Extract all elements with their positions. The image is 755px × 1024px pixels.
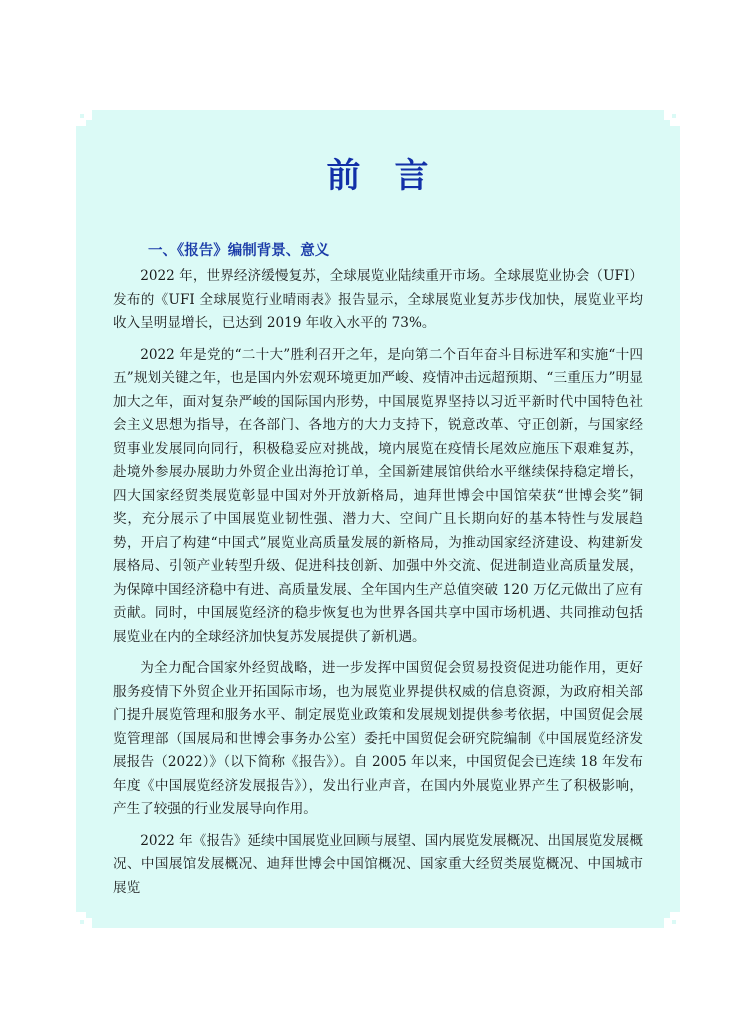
paragraph: 为全力配合国家外经贸战略，进一步发挥中国贸促会贸易投资促进功能作用，更好服务疫情下外贸企业开拓国际市场，也为展览业界提供权威的信息资源，为政府相关部门提升展览管理和服务水平、制定展览业政策和发展规划提供参考依据，中国贸促会展览管理部（国展局和世博会事务办公室）委托中国贸促会研究院编制《中国展览经济发展报告（2022）》（以下简称《报告》）。自 2005 年以来，中国贸促会已连续 18 年发布年度《中国展览经济发展报告》），发出行业声音，在国内外展览业界产生了积极影响，产生了较强的行业发展导向作用。 — [113, 660, 643, 817]
paragraph: 2022 年《报告》延续中国展览业回顾与展望、国内展览发展概况、出国展览发展概况、中国展馆发展概况、迪拜世博会中国馆概况、国家重大经贸类展览概况、中国城市展览 — [113, 832, 643, 896]
corner-decoration — [76, 110, 92, 126]
section-heading: 一、《报告》编制背景、意义 — [148, 243, 330, 259]
paragraph: 2022 年，世界经济缓慢复苏，全球展览业陆续重开市场。全球展览业协会（UFI）发布的《UFI 全球展览行业晴雨表》报告显示，全球展览业复苏步伐加快，展览业平均收入呈明显增长，已达到 2019 年收入水平的 73%。 — [113, 268, 643, 331]
corner-decoration — [664, 912, 680, 928]
corner-decoration — [664, 110, 680, 126]
page-title: 前言 — [326, 156, 463, 196]
corner-decoration — [76, 912, 92, 928]
paragraph: 2022 年是党的“二十大”胜利召开之年，是向第二个百年奋斗目标进军和实施“十四五”规划关键之年，也是国内外宏观环境更加严峻、疫情冲击远超预期、“三重压力”明显加大之年，面对复杂严峻的国际国内形势，中国展览界坚持以习近平新时代中国特色社会主义思想为指导，在各部门、各地方的大力支持下，锐意改革、守正创新，与国家经贸事业发展同向同行，积极稳妥应对挑战，境内展览在疫情长尾效应施压下艰难复苏，赴境外参展办展助力外贸企业出海抢订单，全国新建展馆供给水平继续保持稳定增长，四大国家经贸类展览彰显中国对外开放新格局，迪拜世博会中国馆荣获“世博会奖”铜奖，充分展示了中国展览业韧性强、潜力大、空间广且长期向好的基本特性与发展趋势，开启了构建“中国式”展览业高质量发展的新格局，为推动国家经济建设、构建新发展格局、引领产业转型升级、促进科技创新、加强中外交流、促进制造业高质量发展，为保障中国经济稳中有进、高质量发展、全年国内生产总值突破 120 万亿元做出了应有贡献。同时，中国展览经济的稳步恢复也为世界各国共享中国市场机遇、共同推动包括展览业在内的全球经济加快复苏发展提供了新机遇。 — [113, 346, 643, 645]
body-text — [113, 265, 643, 908]
